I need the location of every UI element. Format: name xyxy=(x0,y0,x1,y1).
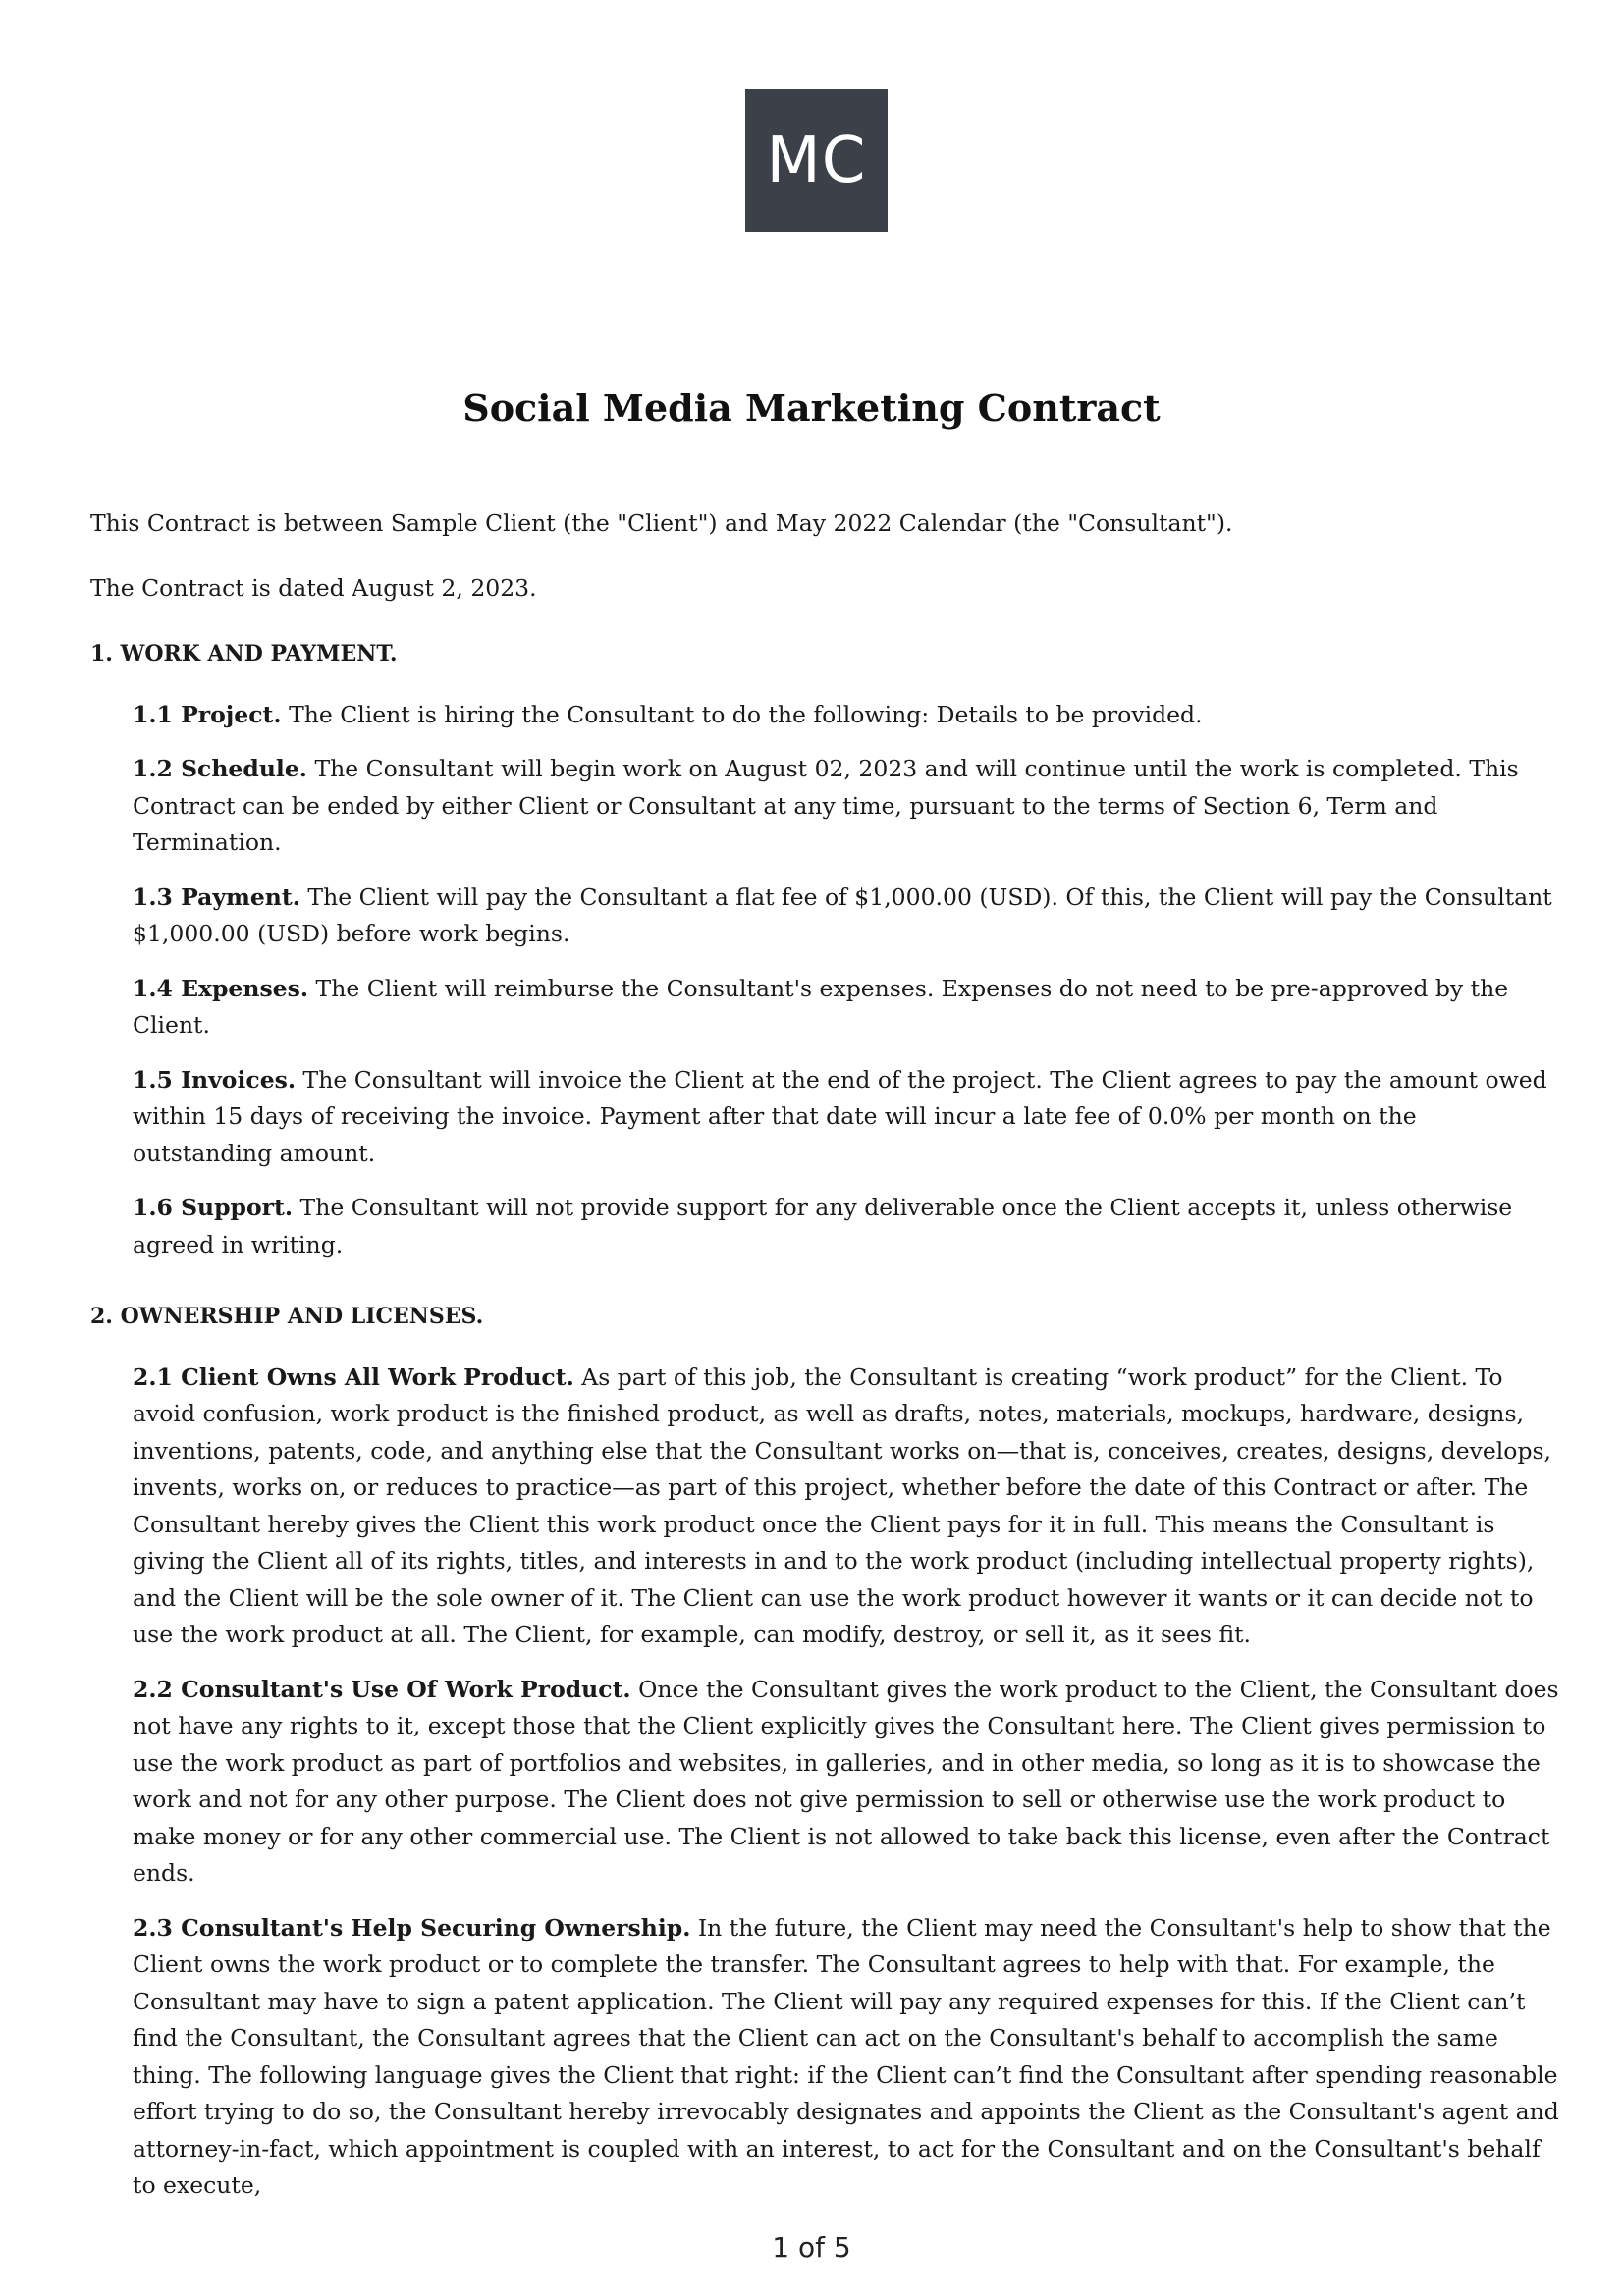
clause-text: The Consultant will not provide support for any deliverable once the Client accepts it, unless otherwise agreed in writing. xyxy=(133,1194,1513,1258)
clause-text: The Client will pay the Consultant a flat fee of $1,000.00 (USD). Of this, the Client will pay the Consultant $1,000.00 (USD) before work begins. xyxy=(133,882,1552,947)
clause-1-3 xyxy=(133,880,1563,953)
clause-label: 2.2 Consultant's Use Of Work Product. xyxy=(133,1675,631,1703)
clause-text: The Client will reimburse the Consultant's expenses. Expenses do not need to be pre-approved by the Client. xyxy=(133,974,1509,1039)
clause-text: As part of this job, the Consultant is creating “work product” for the Client. To avoid confusion, work product is the finished product, as well as drafts, notes, materials, mockups, hardware, designs, inventions, patents, code, and anything else that the Consultant works on—that is, conceives, creates, designs, develops, invents, works on, or reduces to practice—as part of this project, whether before the date of this Contract or after. The Consultant hereby gives the Client this work product once the Client pays for it in full. This means the Consultant is giving the Client all of its rights, titles, and interests in and to the work product (including intellectual property rights), and the Client will be the sole owner of it. The Client can use the work product however it wants or it can decide not to use the work product at all. The Client, for example, can modify, destroy, or sell it, as it sees fit. xyxy=(133,1362,1552,1648)
clause-label: 1.2 Schedule. xyxy=(133,755,307,782)
page-indicator: 1 of 5 xyxy=(772,2231,851,2264)
clause-1-5 xyxy=(133,1062,1563,1173)
clause-1-1 xyxy=(133,697,1563,734)
clause-text: The Client is hiring the Consultant to do the following: Details to be provided. xyxy=(281,700,1203,728)
intro-parties: This Contract is between Sample Client (the "Client") and May 2022 Calendar (the "Consultant"). xyxy=(90,509,1233,537)
clause-label: 2.3 Consultant's Help Securing Ownership. xyxy=(133,1913,691,1942)
clause-label: 1.5 Invoices. xyxy=(133,1065,297,1094)
clause-1-6 xyxy=(133,1190,1563,1263)
clause-label: 1.1 Project. xyxy=(133,700,282,728)
clause-label: 1.3 Payment. xyxy=(133,882,300,911)
clause-2-2 xyxy=(133,1672,1563,1893)
clause-text: In the future, the Client may need the Consultant's help to show that the Client owns the work product or to complete the transfer. The Consultant agrees to help with that. For example, the Consultant may have to sign a patent application. The Client will pay any required expenses for this. If the Client can’t find the Consultant, the Consultant agrees that the Client can act on the Consultant's behalf to accomplish the same thing. The following language gives the Client that right: if the Client can’t find the Consultant after spending reasonable effort trying to do so, the Consultant hereby irrevocably designates and appoints the Client as the Consultant's agent and attorney-in-fact, which appointment is coupled with an interest, to act for the Consultant and on the Consultant's behalf to execute, xyxy=(133,1913,1559,2199)
clause-text: The Consultant will invoice the Client at the end of the project. The Client agrees to pay the amount owed within 15 days of receiving the invoice. Payment after that date will incur a late fee of 0.0% per month on the outstanding amount. xyxy=(133,1065,1547,1167)
clause-label: 2.1 Client Owns All Work Product. xyxy=(133,1362,574,1391)
clause-2-1 xyxy=(133,1360,1563,1654)
section-heading-ownership-licenses: 2. OWNERSHIP AND LICENSES. xyxy=(90,1304,484,1329)
contract-body xyxy=(90,506,1563,2222)
clause-label: 1.4 Expenses. xyxy=(133,974,309,1002)
section-heading-work-payment: 1. WORK AND PAYMENT. xyxy=(90,641,398,667)
company-logo xyxy=(745,89,888,232)
intro-date: The Contract is dated August 2, 2023. xyxy=(90,573,537,602)
logo-text: MC xyxy=(766,124,867,197)
clause-text: The Consultant will begin work on August 02, 2023 and will continue until the work is completed. This Contract can be ended by either Client or Consultant at any time, pursuant to the terms of Section 6, Term and Termination. xyxy=(133,755,1519,856)
clause-1-4 xyxy=(133,971,1563,1044)
clause-2-3 xyxy=(133,1910,1563,2205)
clause-1-2 xyxy=(133,751,1563,862)
document-title: Social Media Marketing Contract xyxy=(462,386,1161,430)
clause-label: 1.6 Support. xyxy=(133,1194,294,1221)
clause-text: Once the Consultant gives the work product to the Client, the Consultant does not have any rights to it, except those that the Client explicitly gives the Consultant here. The Client gives permission to use the work product as part of portfolios and websites, in galleries, and in other media, so long as it is to showcase the work and not for any other purpose. The Client does not give permission to sell or otherwise use the work product to make money or for any other commercial use. The Client is not allowed to take back this license, even after the Contract ends. xyxy=(133,1675,1559,1887)
